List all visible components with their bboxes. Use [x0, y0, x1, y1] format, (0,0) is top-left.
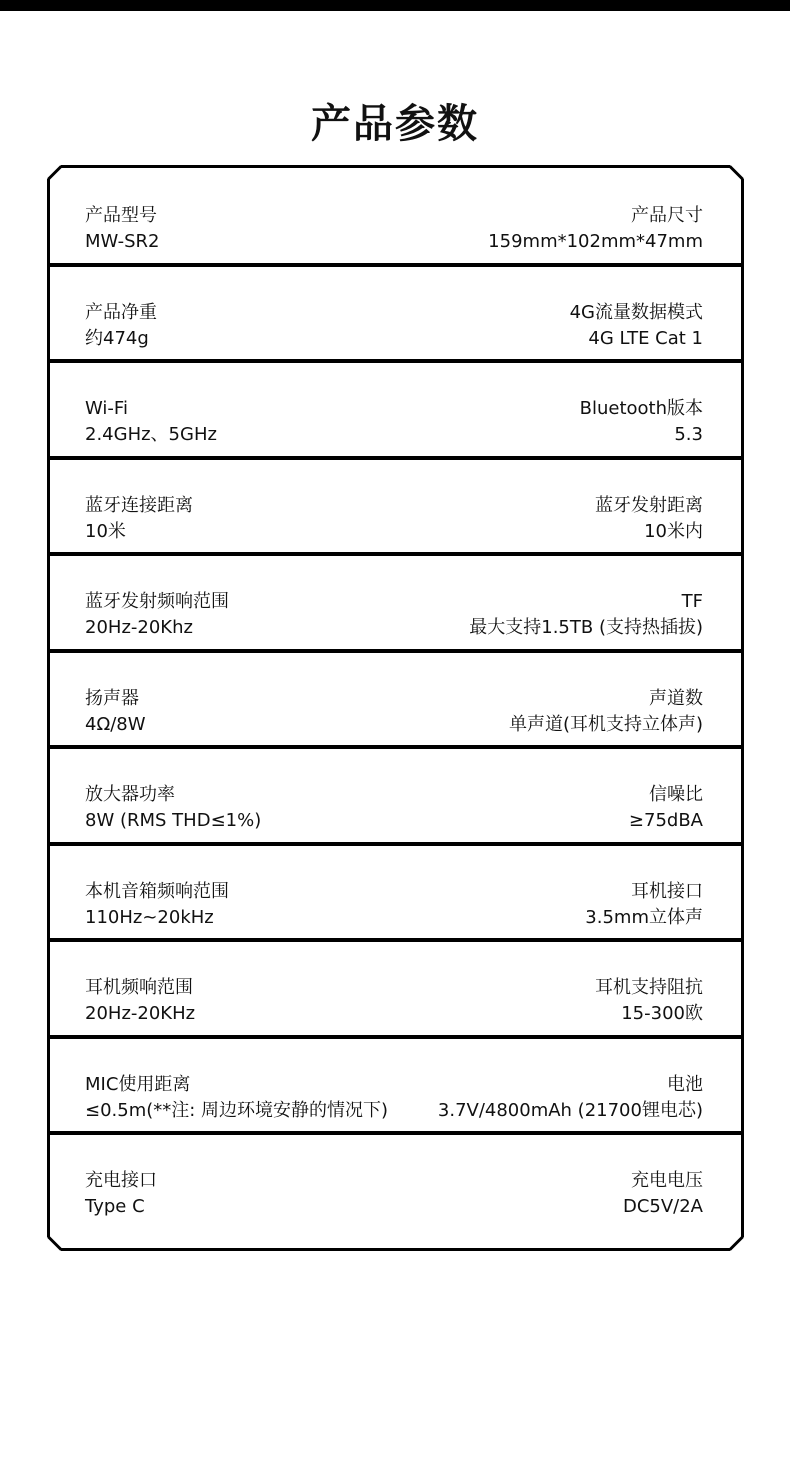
spec-value: 20Hz-20KHz [85, 1003, 196, 1024]
spec-row [50, 1037, 741, 1134]
spec-cell-right [629, 782, 703, 834]
spec-value: 最大支持1.5TB (支持热插拔) [469, 617, 703, 638]
spec-label: 产品型号 [85, 205, 157, 226]
spec-value: 20Hz-20Khz [85, 617, 193, 638]
spec-label: 蓝牙发射频响范围 [85, 591, 229, 612]
spec-value: DC5V/2A [622, 1196, 703, 1217]
spec-label: MIC使用距离 [85, 1073, 191, 1095]
spec-value: 2.4GHz、5GHz [85, 424, 217, 445]
spec-value: MW-SR2 [85, 231, 160, 252]
spec-cell-left [85, 879, 229, 931]
spec-cell-right [595, 493, 703, 545]
spec-label: TF [681, 591, 703, 612]
spec-table [47, 165, 744, 1251]
spec-value: 3.5mm立体声 [585, 906, 703, 928]
spec-cell-right [488, 203, 703, 255]
spec-cell-left [85, 203, 159, 255]
spec-cell-left [85, 396, 217, 448]
top-bar [0, 0, 790, 11]
spec-label: Wi-Fi [85, 398, 128, 419]
spec-label: 声道数 [649, 687, 703, 709]
spec-label: 充电接口 [85, 1170, 157, 1191]
spec-cell-right [570, 300, 703, 352]
spec-label: 耳机频响范围 [85, 977, 193, 998]
spec-cell-left [85, 493, 193, 545]
spec-value: 4Ω/8W [85, 713, 146, 735]
spec-value: 8W (RMS THD≤1%) [85, 810, 262, 831]
spec-value: 约474g [85, 327, 149, 349]
spec-row [50, 940, 741, 1037]
spec-label: 耳机支持阻抗 [595, 977, 703, 998]
spec-cell-left [85, 1072, 388, 1124]
spec-cell-left [85, 1168, 157, 1220]
spec-cell-right [469, 589, 703, 641]
spec-row [50, 168, 741, 265]
spec-value: 5.3 [674, 424, 703, 445]
spec-cell-left [85, 589, 229, 641]
spec-cell-right [623, 1168, 703, 1220]
spec-label: 充电电压 [631, 1170, 703, 1191]
spec-label: 信噪比 [649, 784, 703, 805]
spec-value: Type C [85, 1196, 145, 1217]
spec-row [50, 361, 741, 458]
spec-row [50, 1133, 741, 1230]
spec-cell-left [85, 300, 157, 352]
spec-row [50, 844, 741, 941]
spec-label: 蓝牙发射距离 [595, 494, 703, 516]
spec-cell-left [85, 975, 195, 1027]
spec-label: 本机音箱频响范围 [85, 880, 229, 902]
spec-value: 4G LTE Cat 1 [588, 327, 703, 349]
spec-value: ≥75dBA [628, 810, 703, 831]
spec-cell-right [595, 975, 703, 1027]
spec-value: 10米 [85, 520, 126, 542]
spec-label: 产品尺寸 [631, 205, 703, 226]
spec-cell-right [580, 396, 703, 448]
spec-value: 110Hz~20kHz [85, 906, 214, 928]
spec-cell-left [85, 686, 146, 738]
spec-label: 耳机接口 [631, 880, 703, 902]
spec-label: 4G流量数据模式 [569, 301, 703, 323]
spec-label: 产品净重 [85, 301, 157, 323]
spec-label: 电池 [667, 1073, 703, 1095]
spec-value: 单声道(耳机支持立体声) [508, 713, 703, 735]
spec-cell-right [438, 1072, 703, 1124]
spec-row [50, 265, 741, 362]
spec-cell-right [509, 686, 703, 738]
spec-row [50, 554, 741, 651]
spec-label: 蓝牙连接距离 [85, 494, 193, 516]
spec-value: 159mm*102mm*47mm [488, 231, 703, 252]
page-title: 产品参数 [311, 101, 479, 147]
spec-cell-left [85, 782, 261, 834]
spec-value: 3.7V/4800mAh (21700锂电芯) [437, 1099, 703, 1121]
spec-value: 15-300欧 [621, 1003, 703, 1024]
spec-row [50, 651, 741, 748]
spec-label: 放大器功率 [85, 784, 175, 805]
spec-row [50, 458, 741, 555]
spec-row [50, 747, 741, 844]
spec-value: 10米内 [644, 520, 703, 542]
spec-label: 扬声器 [85, 687, 139, 709]
spec-cell-right [585, 879, 703, 931]
spec-label: Bluetooth版本 [579, 398, 703, 419]
spec-value: ≤0.5m(**注: 周边环境安静的情况下) [85, 1099, 389, 1121]
